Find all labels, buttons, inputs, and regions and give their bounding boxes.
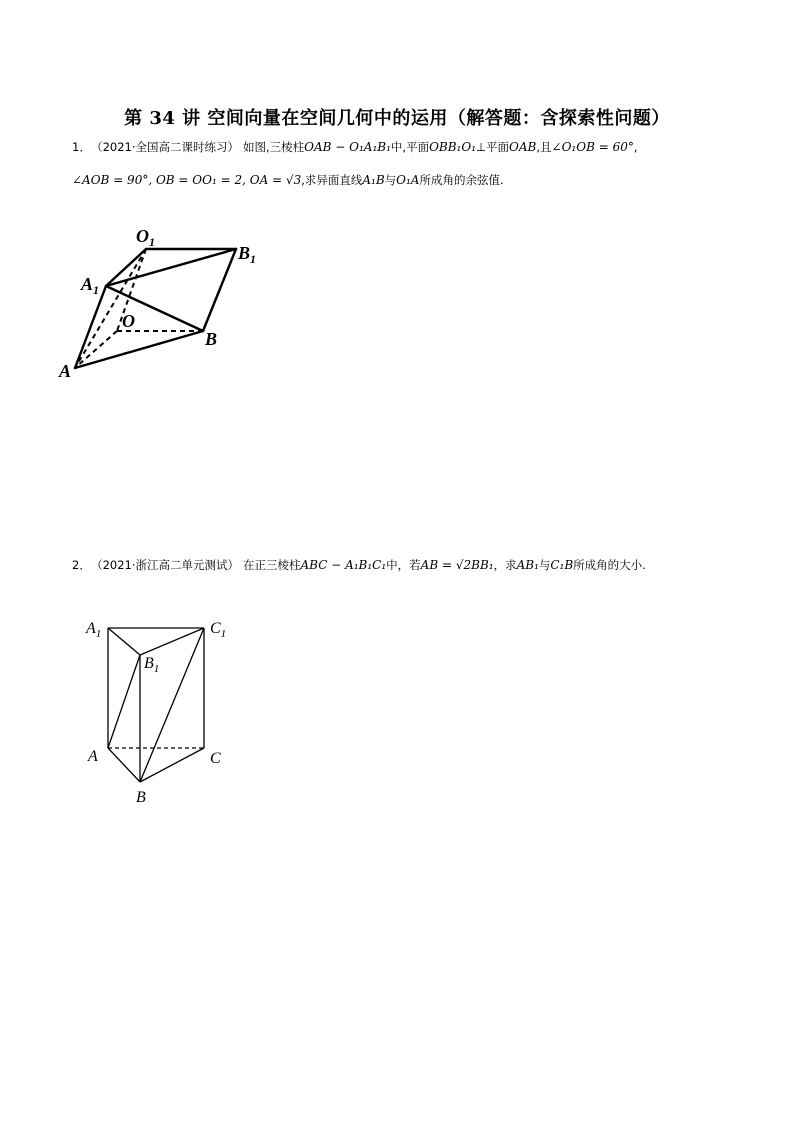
question-text: ,求异面直线 bbox=[301, 173, 363, 187]
edge-A1B bbox=[106, 286, 203, 331]
question-number: 2． bbox=[72, 558, 91, 572]
vertex-label-O: O bbox=[122, 311, 135, 331]
question-text: 中,平面 bbox=[390, 140, 430, 154]
question-source: （2021·全国高二课时练习） bbox=[96, 140, 239, 154]
vertex-label-A1: $A_1$ bbox=[81, 274, 100, 297]
edge-AB bbox=[108, 748, 140, 782]
question-text: 中，若 bbox=[386, 558, 421, 572]
vertex-label-C1: $C_1$ bbox=[210, 620, 227, 640]
math-expression: ∠AOB = 90°, OB = OO₁ = 2, OA = √3 bbox=[72, 173, 302, 187]
question-text: ,且 bbox=[536, 140, 552, 154]
vertex-label-A: A bbox=[59, 361, 72, 381]
vertex-label-O1: $O_1$ bbox=[136, 226, 155, 249]
math-expression: OBB₁O₁ bbox=[429, 140, 477, 154]
figure-1-prism bbox=[50, 215, 280, 389]
math-expression: OAB bbox=[509, 140, 537, 154]
page-title: 第 34 讲 空间向量在空间几何中的运用（解答题：含探索性问题） bbox=[124, 108, 670, 129]
vertex-label-A: A bbox=[88, 748, 98, 765]
math-expression: AB = √2BB₁ bbox=[420, 558, 494, 572]
edge-B1B bbox=[203, 249, 236, 331]
vertex-label-B: B bbox=[136, 789, 146, 806]
question-text: ，求 bbox=[493, 558, 517, 572]
math-expression: O₁A bbox=[396, 173, 420, 187]
question-text: 与 bbox=[384, 173, 397, 187]
question-1-line-1 bbox=[72, 133, 638, 161]
math-expression: OAB − O₁A₁B₁ bbox=[304, 140, 391, 154]
math-expression: ∠O₁OB = 60° bbox=[551, 140, 634, 154]
question-source: （2021·浙江高二单元测试） bbox=[96, 558, 239, 572]
vertex-label-B: B bbox=[205, 329, 218, 349]
math-expression: A₁B bbox=[362, 173, 385, 187]
question-2-line-1 bbox=[72, 551, 646, 579]
vertex-label-C: C bbox=[210, 750, 221, 767]
vertex-label-B1: $B_1$ bbox=[144, 655, 160, 675]
question-number: 1． bbox=[72, 140, 91, 154]
edge-BC bbox=[140, 748, 204, 782]
question-1-line-2 bbox=[72, 166, 504, 194]
math-expression: AB₁ bbox=[516, 558, 539, 572]
vertex-label-B1: $B_1$ bbox=[238, 243, 257, 266]
question-text: 在正三棱柱 bbox=[243, 558, 301, 572]
edge-A1A bbox=[75, 286, 106, 368]
math-expression: ABC − A₁B₁C₁ bbox=[300, 558, 387, 572]
edge-AB1 bbox=[108, 655, 140, 748]
question-text: 所成角的大小. bbox=[573, 558, 646, 572]
question-text: , bbox=[633, 140, 638, 154]
edge-A1B1 bbox=[108, 628, 140, 655]
question-text: 与 bbox=[538, 558, 551, 572]
question-text: ⊥平面 bbox=[476, 140, 510, 154]
question-text: 如图,三棱柱 bbox=[243, 140, 305, 154]
figure-2-prism bbox=[80, 612, 240, 816]
question-text: 所成角的余弦值. bbox=[419, 173, 504, 187]
vertex-label-A1: $A_1$ bbox=[86, 620, 102, 640]
math-expression: C₁B bbox=[550, 558, 574, 572]
